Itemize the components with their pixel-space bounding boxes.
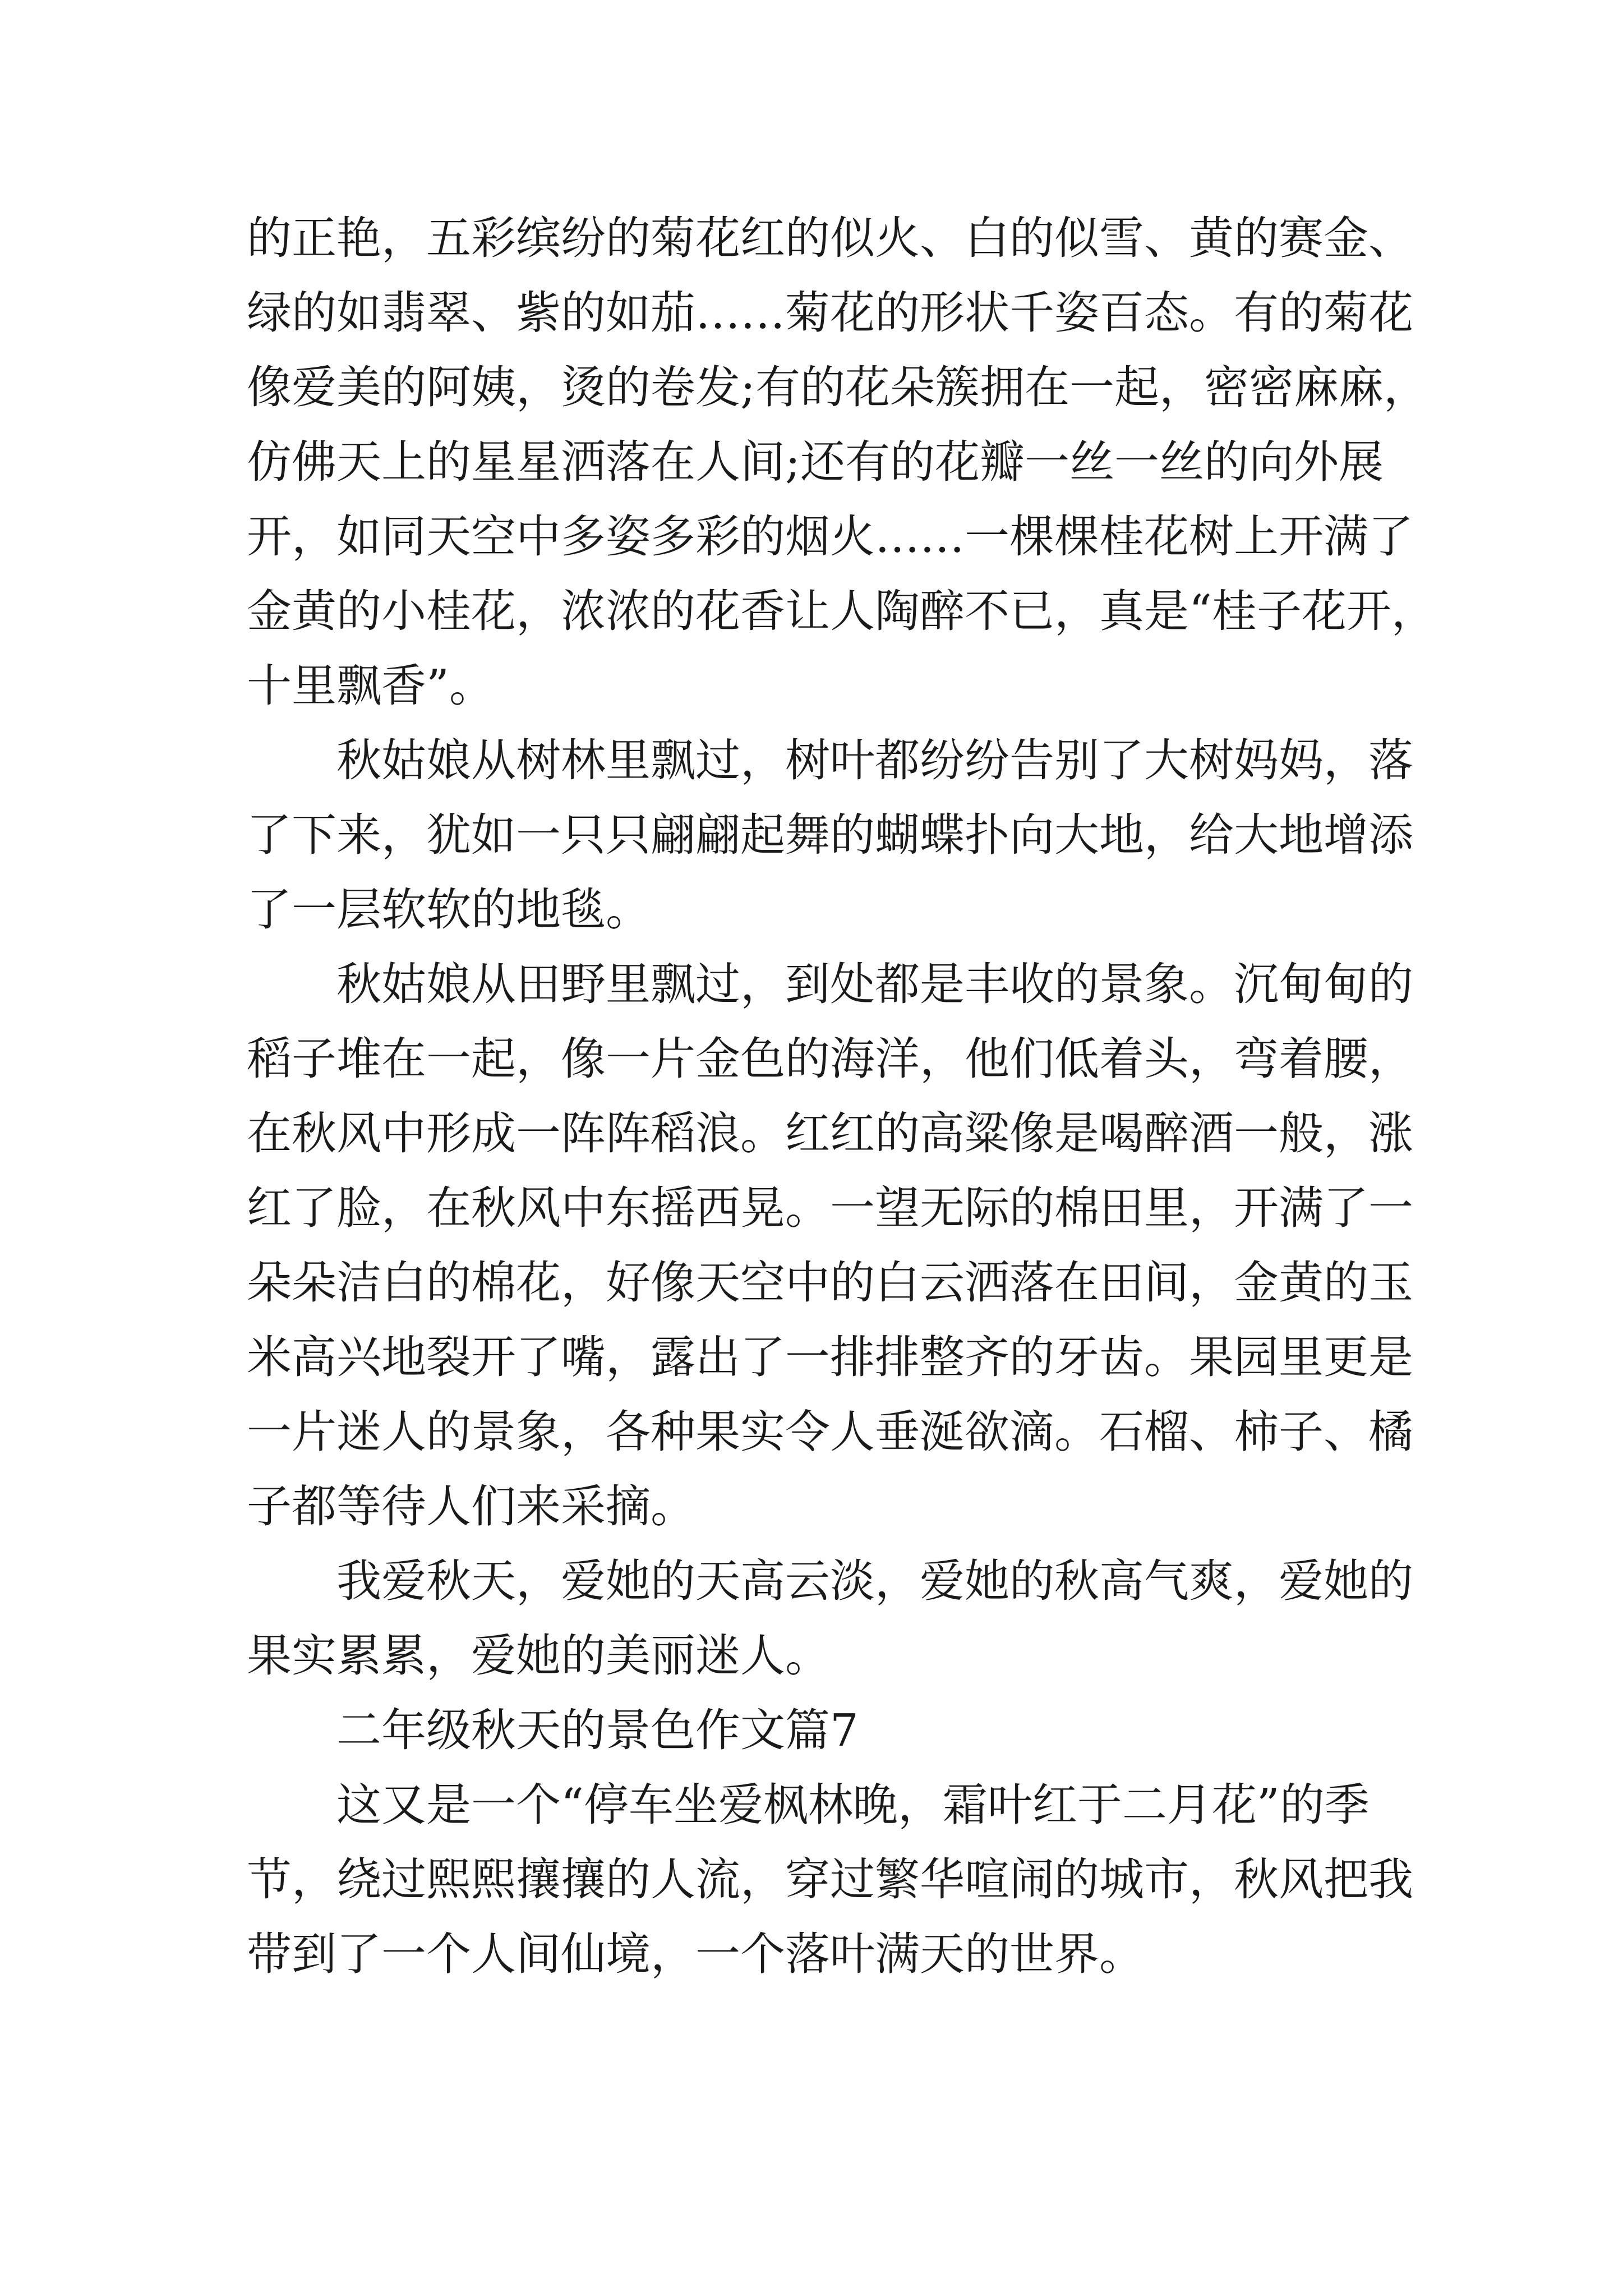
- text-line: 仿佛天上的星星洒落在人间;还有的花瓣一丝一丝的向外展: [247, 436, 1384, 488]
- text-line: 十里飘香”。: [247, 660, 494, 712]
- text-line: 在秋风中形成一阵阵稻浪。红红的高粱像是喝醉酒一般，涨: [247, 1107, 1413, 1159]
- text-line: 了一层软软的地毯。: [247, 884, 651, 936]
- paragraph-start-line: 我爱秋天，爱她的天高云淡，爱她的秋高气爽，爱她的: [336, 1555, 1413, 1607]
- text-line: 果实累累，爱她的美丽迷人。: [247, 1630, 830, 1682]
- text-line: 红了脸，在秋风中东摇西晃。一望无际的棉田里，开满了一: [247, 1182, 1413, 1234]
- paragraph-start-line: 这又是一个“停车坐爱枫林晚，霜叶红于二月花”的季: [336, 1779, 1370, 1831]
- paragraph-start-line: 秋姑娘从田野里飘过，到处都是丰收的景象。沉甸甸的: [336, 958, 1413, 1010]
- document-body: [247, 201, 1436, 1991]
- text-line: 像爱美的阿姨，烫的卷发;有的花朵簇拥在一起，密密麻麻，: [247, 361, 1428, 413]
- text-line: 开，如同天空中多姿多彩的烟火……一棵棵桂花树上开满了: [247, 510, 1413, 563]
- text-line: 金黄的小桂花，浓浓的花香让人陶醉不已，真是“桂子花开，: [247, 585, 1436, 637]
- text-line: 带到了一个人间仙境，一个落叶满天的世界。: [247, 1928, 1144, 1980]
- text-line: 绿的如翡翠、紫的如茄……菊花的形状千姿百态。有的菊花: [247, 287, 1413, 339]
- text-line: 稻子堆在一起，像一片金色的海洋，他们低着头，弯着腰，: [247, 1033, 1413, 1085]
- text-line: 的正艳，五彩缤纷的菊花红的似火、白的似雪、黄的赛金、: [247, 212, 1413, 264]
- text-line: 子都等待人们来采摘。: [247, 1480, 695, 1533]
- section-heading: 二年级秋天的景色作文篇7: [336, 1704, 859, 1756]
- text-line: 米高兴地裂开了嘴，露出了一排排整齐的牙齿。果园里更是: [247, 1331, 1413, 1383]
- paragraph-start-line: 秋姑娘从树林里飘过，树叶都纷纷告别了大树妈妈，落: [336, 734, 1413, 786]
- text-line: 了下来，犹如一只只翩翩起舞的蝴蝶扑向大地，给大地增添: [247, 809, 1413, 861]
- text-line: 一片迷人的景象，各种果实令人垂涎欲滴。石榴、柿子、橘: [247, 1406, 1413, 1458]
- text-line: 节，绕过熙熙攘攘的人流，穿过繁华喧闹的城市，秋风把我: [247, 1853, 1413, 1906]
- text-line: 朵朵洁白的棉花，好像天空中的白云洒落在田间，金黄的玉: [247, 1257, 1413, 1309]
